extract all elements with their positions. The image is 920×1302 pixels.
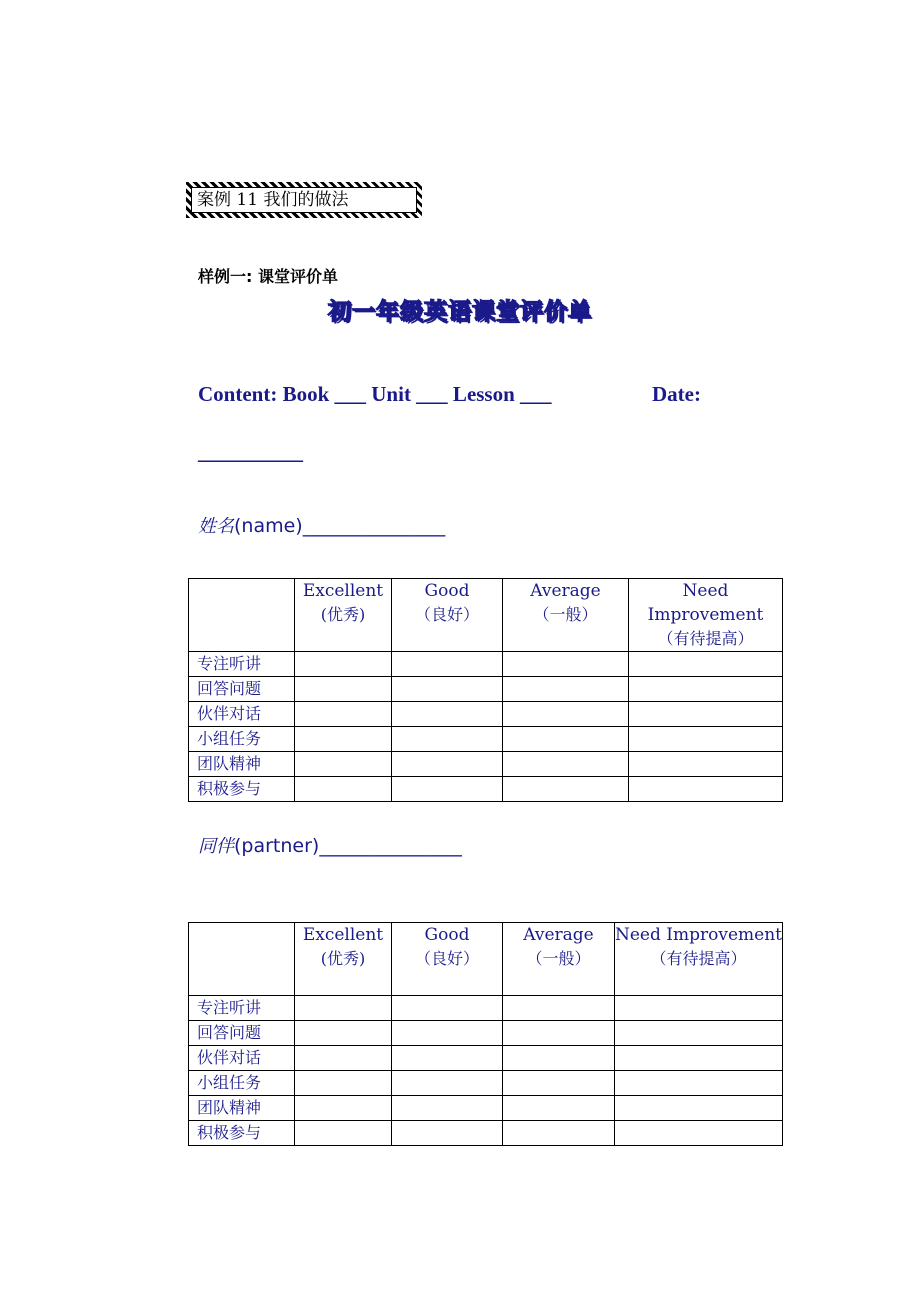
rating-cell[interactable] (503, 1096, 615, 1121)
header-blank-cell (189, 579, 295, 652)
rating-cell[interactable] (503, 1121, 615, 1146)
rating-cell[interactable] (503, 1021, 615, 1046)
rating-cell[interactable] (503, 677, 629, 702)
rating-cell[interactable] (615, 1071, 783, 1096)
partner-field-label-en: (partner)_______________ (234, 835, 462, 857)
table-row (189, 1096, 783, 1121)
table-header-row (189, 923, 783, 996)
header-average: Average （一般） (503, 923, 615, 996)
sample-label: 样例一: 课堂评价单 (198, 267, 338, 286)
rating-cell[interactable] (392, 1096, 503, 1121)
table-row (189, 752, 783, 777)
rating-cell[interactable] (295, 677, 392, 702)
rating-cell[interactable] (295, 702, 392, 727)
partner-field (198, 833, 462, 860)
date-label: Date: (652, 382, 701, 406)
name-field-label-cn: 姓名 (198, 516, 234, 537)
row-label: 回答问题 (189, 1021, 295, 1046)
rating-cell[interactable] (629, 752, 783, 777)
rating-cell[interactable] (503, 777, 629, 802)
rating-cell[interactable] (295, 1096, 392, 1121)
rating-cell[interactable] (629, 677, 783, 702)
rating-cell[interactable] (503, 996, 615, 1021)
content-line: Content: Book ___ Unit ___ Lesson ___ (198, 382, 552, 406)
table-row (189, 727, 783, 752)
rating-cell[interactable] (295, 996, 392, 1021)
rating-cell[interactable] (629, 652, 783, 677)
rating-cell[interactable] (392, 1046, 503, 1071)
rating-cell[interactable] (629, 702, 783, 727)
header-need-improvement: Need Improvement （有待提高） (615, 923, 783, 996)
rating-cell[interactable] (503, 702, 629, 727)
rating-cell[interactable] (295, 1021, 392, 1046)
rating-cell[interactable] (629, 777, 783, 802)
row-label: 团队精神 (189, 752, 295, 777)
table-row (189, 652, 783, 677)
header-excellent: Excellent (优秀) (295, 579, 392, 652)
rating-cell[interactable] (392, 996, 503, 1021)
table-header-row (189, 579, 783, 652)
table-row (189, 1071, 783, 1096)
case-title-box (186, 182, 422, 218)
rating-cell[interactable] (615, 1121, 783, 1146)
table-row (189, 677, 783, 702)
rating-cell[interactable] (503, 752, 629, 777)
table-row (189, 1121, 783, 1146)
rating-cell[interactable] (392, 1071, 503, 1096)
name-field (198, 513, 445, 540)
row-label: 专注听讲 (189, 652, 295, 677)
row-label: 伙伴对话 (189, 1046, 295, 1071)
rating-cell[interactable] (392, 752, 503, 777)
row-label: 小组任务 (189, 1071, 295, 1096)
row-label: 小组任务 (189, 727, 295, 752)
rating-cell[interactable] (629, 727, 783, 752)
row-label: 积极参与 (189, 1121, 295, 1146)
date-blank: __________ (198, 440, 303, 464)
rating-cell[interactable] (295, 1121, 392, 1146)
case-title: 案例 11 我们的做法 (191, 187, 417, 213)
rating-cell[interactable] (295, 752, 392, 777)
rating-cell[interactable] (295, 652, 392, 677)
table-row (189, 996, 783, 1021)
rating-cell[interactable] (392, 702, 503, 727)
header-need-improvement: Need Improvement （有待提高） (629, 579, 783, 652)
name-field-label-en: (name)_______________ (234, 515, 446, 537)
partner-evaluation-table (188, 922, 783, 1146)
rating-cell[interactable] (392, 777, 503, 802)
row-label: 回答问题 (189, 677, 295, 702)
rating-cell[interactable] (392, 652, 503, 677)
rating-cell[interactable] (615, 1021, 783, 1046)
partner-field-label-cn: 同伴 (198, 836, 234, 857)
table-row (189, 702, 783, 727)
rating-cell[interactable] (392, 1021, 503, 1046)
header-average: Average （一般） (503, 579, 629, 652)
table-row (189, 777, 783, 802)
rating-cell[interactable] (295, 727, 392, 752)
rating-cell[interactable] (503, 652, 629, 677)
rating-cell[interactable] (503, 727, 629, 752)
rating-cell[interactable] (295, 1046, 392, 1071)
header-good: Good （良好） (392, 923, 503, 996)
rating-cell[interactable] (392, 1121, 503, 1146)
row-label: 积极参与 (189, 777, 295, 802)
table-row (189, 1046, 783, 1071)
page-title: 初一年级英语课堂评价单 (328, 299, 592, 325)
rating-cell[interactable] (392, 677, 503, 702)
header-blank-cell (189, 923, 295, 996)
header-excellent: Excellent (优秀) (295, 923, 392, 996)
row-label: 专注听讲 (189, 996, 295, 1021)
rating-cell[interactable] (503, 1046, 615, 1071)
self-evaluation-table (188, 578, 783, 802)
rating-cell[interactable] (615, 1046, 783, 1071)
rating-cell[interactable] (615, 1096, 783, 1121)
rating-cell[interactable] (503, 1071, 615, 1096)
row-label: 团队精神 (189, 1096, 295, 1121)
row-label: 伙伴对话 (189, 702, 295, 727)
rating-cell[interactable] (295, 1071, 392, 1096)
rating-cell[interactable] (615, 996, 783, 1021)
header-good: Good （良好） (392, 579, 503, 652)
table-row (189, 1021, 783, 1046)
rating-cell[interactable] (392, 727, 503, 752)
rating-cell[interactable] (295, 777, 392, 802)
